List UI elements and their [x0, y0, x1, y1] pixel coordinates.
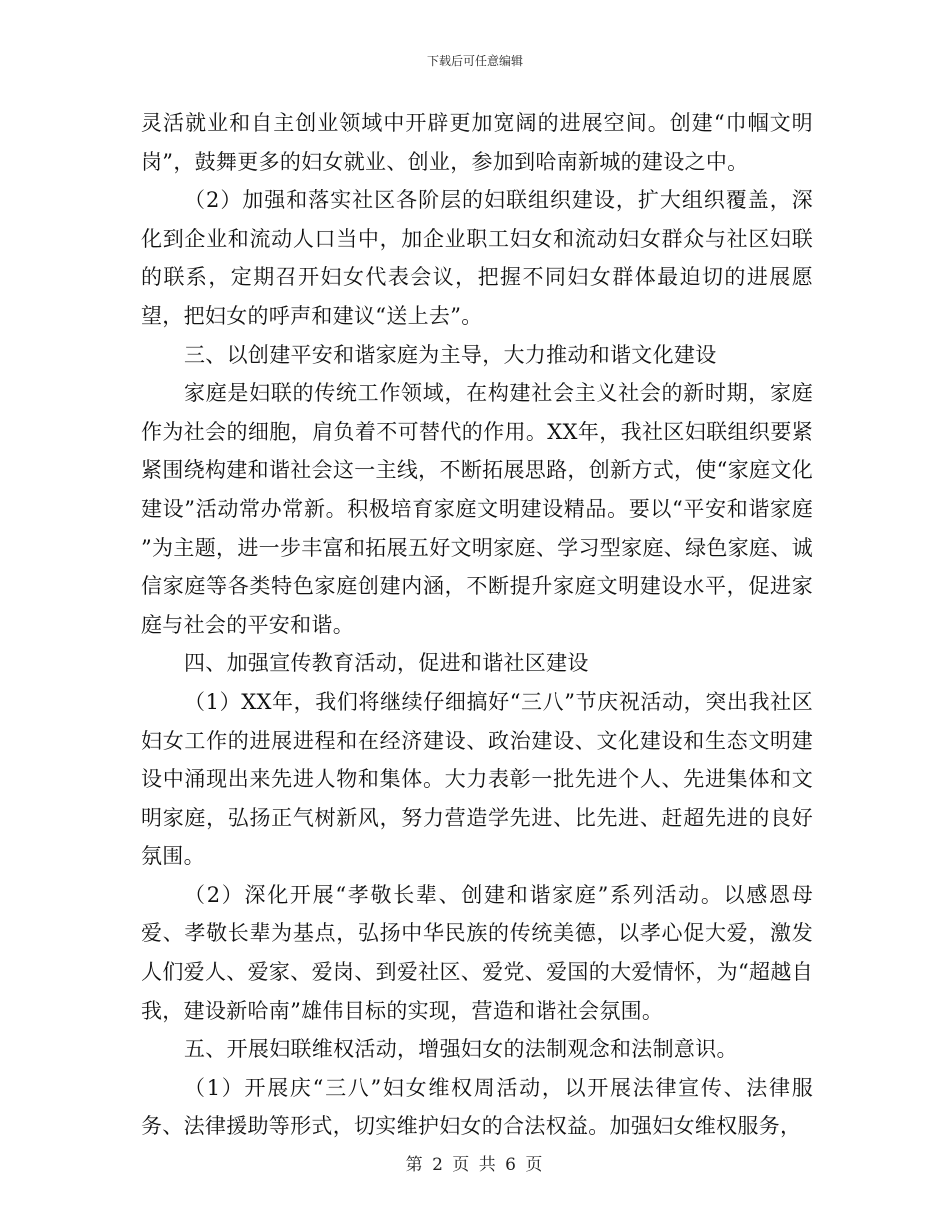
paragraph-7: （2）深化开展“孝敬长辈、创建和谐家庭”系列活动。以感恩母爱、孝敬长辈为基点，弘扬中华民族的传统美德，以孝心促大爱，激发人们爱人、爱家、爱岗、到爱社区、爱党、爱国的大爱情怀，为“超越自我，建设新哈南”雄伟目标的实现，营造和谐社会氛围。	[141, 882, 813, 1023]
document-body	[141, 104, 813, 1146]
section-heading-3: 三、以创建平安和谐家庭为主导，大力推动和谐文化建设	[184, 342, 717, 367]
page-footer: 第 2 页 共 6 页	[405, 1155, 545, 1175]
paragraph-2: （2）加强和落实社区各阶层的妇联组织建设，扩大组织覆盖，深化到企业和流动人口当中，加企业职工妇女和流动妇女群众与社区妇联的联系，定期召开妇女代表会议，把握不同妇女群体最迫切的进展愿望，把妇女的呼声和建议“送上去”。	[141, 188, 813, 328]
paragraph-9: （1）开展庆“三八”妇女维权周活动，以开展法律宣传、法律服务、法律援助等形式，切实维护妇女的合法权益。加强妇女维权服务，	[141, 1075, 813, 1139]
paragraph-1: 灵活就业和自主创业领域中开辟更加宽阔的进展空间。创建“巾帼文明岗”，鼓舞更多的妇女就业、创业，参加到哈南新城的建设之中。	[141, 111, 813, 174]
paragraph-6: （1）XX年，我们将继续仔细搞好“三八”节庆祝活动，突出我社区妇女工作的进展进程和在经济建设、政治建设、文化建设和生态文明建设中涌现出来先进人物和集体。大力表彰一批先进个人、先进集体和文明家庭，弘扬正气树新风，努力营造学先进、比先进、赶超先进的良好氛围。	[141, 689, 813, 869]
section-heading-5: 五、开展妇联维权活动，增强妇女的法制观念和法制意识。	[184, 1037, 738, 1062]
paragraph-4: 家庭是妇联的传统工作领域，在构建社会主义社会的新时期，家庭作为社会的细胞，肩负着不可替代的作用。XX年，我社区妇联组织要紧紧围绕构建和谐社会这一主线，不断拓展思路，创新方式，使“家庭文化建设”活动常办常新。积极培育家庭文明建设精品。要以“平安和谐家庭 ”为主题，进一步丰富和拓展五好文明家庭、学习型家庭、绿色家庭、诚信家庭等各类特色家庭创建内涵，不断提升家庭文明建设水平，促进家庭与社会的平安和谐。	[141, 381, 813, 637]
section-heading-4: 四、加强宣传教育活动，促进和谐社区建设	[184, 651, 589, 676]
page-header: 下载后可任意编辑	[426, 54, 523, 68]
